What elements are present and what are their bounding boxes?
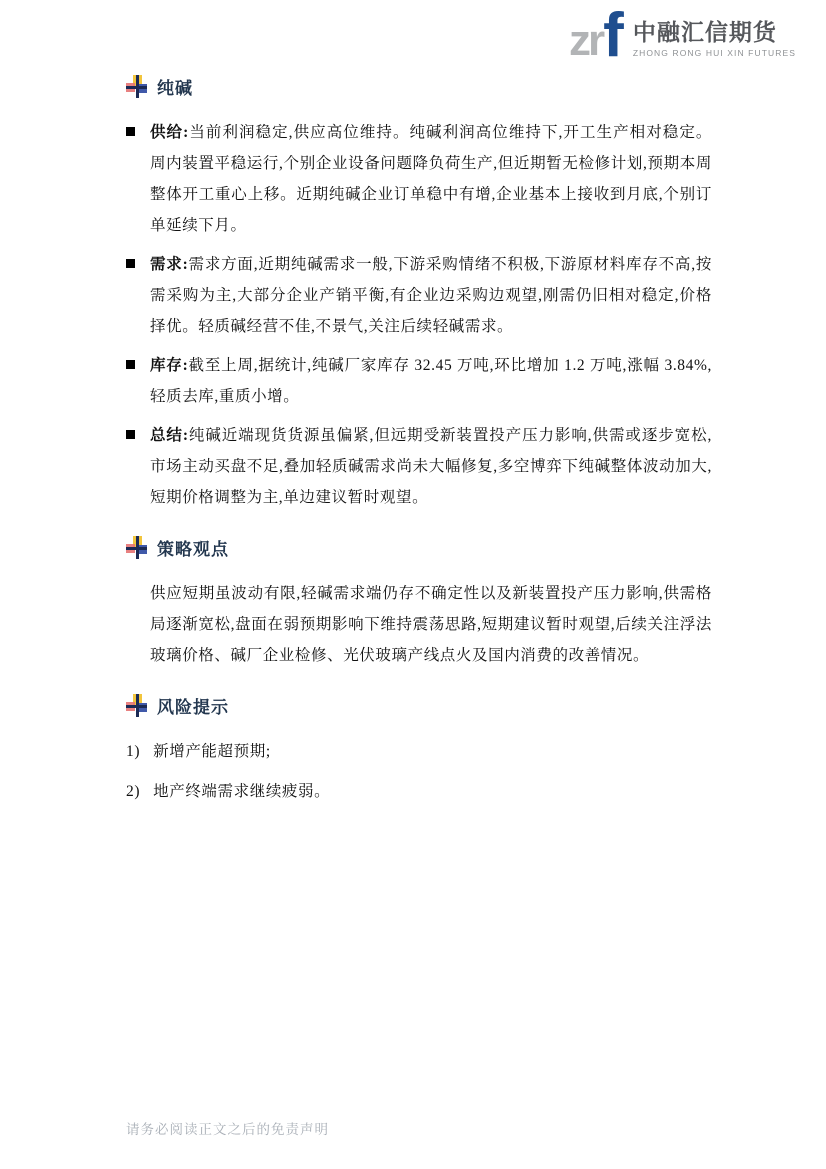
- bullet-summary: [126, 420, 712, 513]
- bullet-inventory-text: 截至上周,据统计,纯碱厂家库存 32.45 万吨,环比增加 1.2 万吨,涨幅 3.84%,轻质去库,重质小增。: [150, 357, 712, 405]
- company-name-chinese: 中融汇信期货: [632, 19, 777, 46]
- company-logo: [569, 1, 796, 70]
- square-bullet-icon: [126, 420, 150, 513]
- section-header-strategy: [126, 535, 712, 560]
- logo-names: [633, 20, 796, 58]
- logo-f-text: f: [603, 1, 624, 70]
- bullet-supply-text: 当前利润稳定,供应高位维持。纯碱利润高位维持下,开工生产相对稳定。周内装置平稳运行,个别企业设备问题降负荷生产,但近期暂无检修计划,预期本周整体开工重心上移。近期纯碱企业订单稳中有增,企业基本上接收到月底,个别订单延续下月。: [150, 124, 712, 234]
- section-title-strategy: 策略观点: [157, 540, 229, 559]
- bullet-summary-text: 纯碱近端现货货源虽偏紧,但远期受新装置投产压力影响,供需或逐步宽松,市场主动买盘不足,叠加轻质碱需求尚未大幅修复,多空博弈下纯碱整体波动加大,短期价格调整为主,单边建议暂时观望。: [150, 427, 712, 506]
- strategy-paragraph: 供应短期虽波动有限,轻碱需求端仍存不确定性以及新装置投产压力影响,供需格局逐渐宽松,盘面在弱预期影响下维持震荡思路,短期建议暂时观望,后续关注浮法玻璃价格、碱厂企业检修、光伏玻璃产线点火及国内消费的改善情况。: [150, 585, 712, 664]
- risk-item-2-text: 地产终端需求继续疲弱。: [153, 783, 331, 800]
- risk-item-2: [126, 776, 712, 807]
- risk-item-1-number: 1): [126, 743, 141, 760]
- bullet-demand-text: 需求方面,近期纯碱需求一般,下游采购情绪不积极,下游原材料库存不高,按需采购为主,大部分企业产销平衡,有企业边采购边观望,刚需仍旧相对稳定,价格择优。轻质碱经营不佳,不景气,关注后续轻碱需求。: [150, 256, 712, 335]
- logo-zrf-mark: [569, 1, 624, 70]
- bullet-summary-label: 总结:: [150, 427, 189, 444]
- bullet-supply: [126, 117, 712, 241]
- square-bullet-icon: [126, 350, 150, 412]
- bullet-demand: [126, 249, 712, 342]
- square-bullet-icon: [126, 249, 150, 342]
- cross-compass-icon: [126, 536, 147, 559]
- cross-compass-icon: [126, 75, 147, 98]
- cross-compass-icon: [126, 694, 147, 717]
- company-name-english: ZHONG RONG HUI XIN FUTURES: [632, 47, 796, 58]
- bullet-inventory-label: 库存:: [150, 357, 189, 374]
- risk-item-1: [126, 736, 712, 767]
- bullet-supply-label: 供给:: [150, 124, 189, 141]
- bullet-demand-label: 需求:: [150, 256, 189, 273]
- bullet-inventory: [126, 350, 712, 412]
- risk-item-2-number: 2): [126, 783, 141, 800]
- logo-zr-text: zr: [569, 15, 603, 65]
- report-body: [126, 74, 712, 816]
- section-header-soda-ash: [126, 74, 712, 99]
- disclaimer-note: 请务必阅读正文之后的免责声明: [126, 1122, 329, 1137]
- section-title-risk: 风险提示: [157, 698, 229, 717]
- risk-item-1-text: 新增产能超预期;: [153, 743, 271, 760]
- section-title-soda-ash: 纯碱: [157, 79, 193, 98]
- square-bullet-icon: [126, 117, 150, 241]
- section-header-risk: [126, 693, 712, 718]
